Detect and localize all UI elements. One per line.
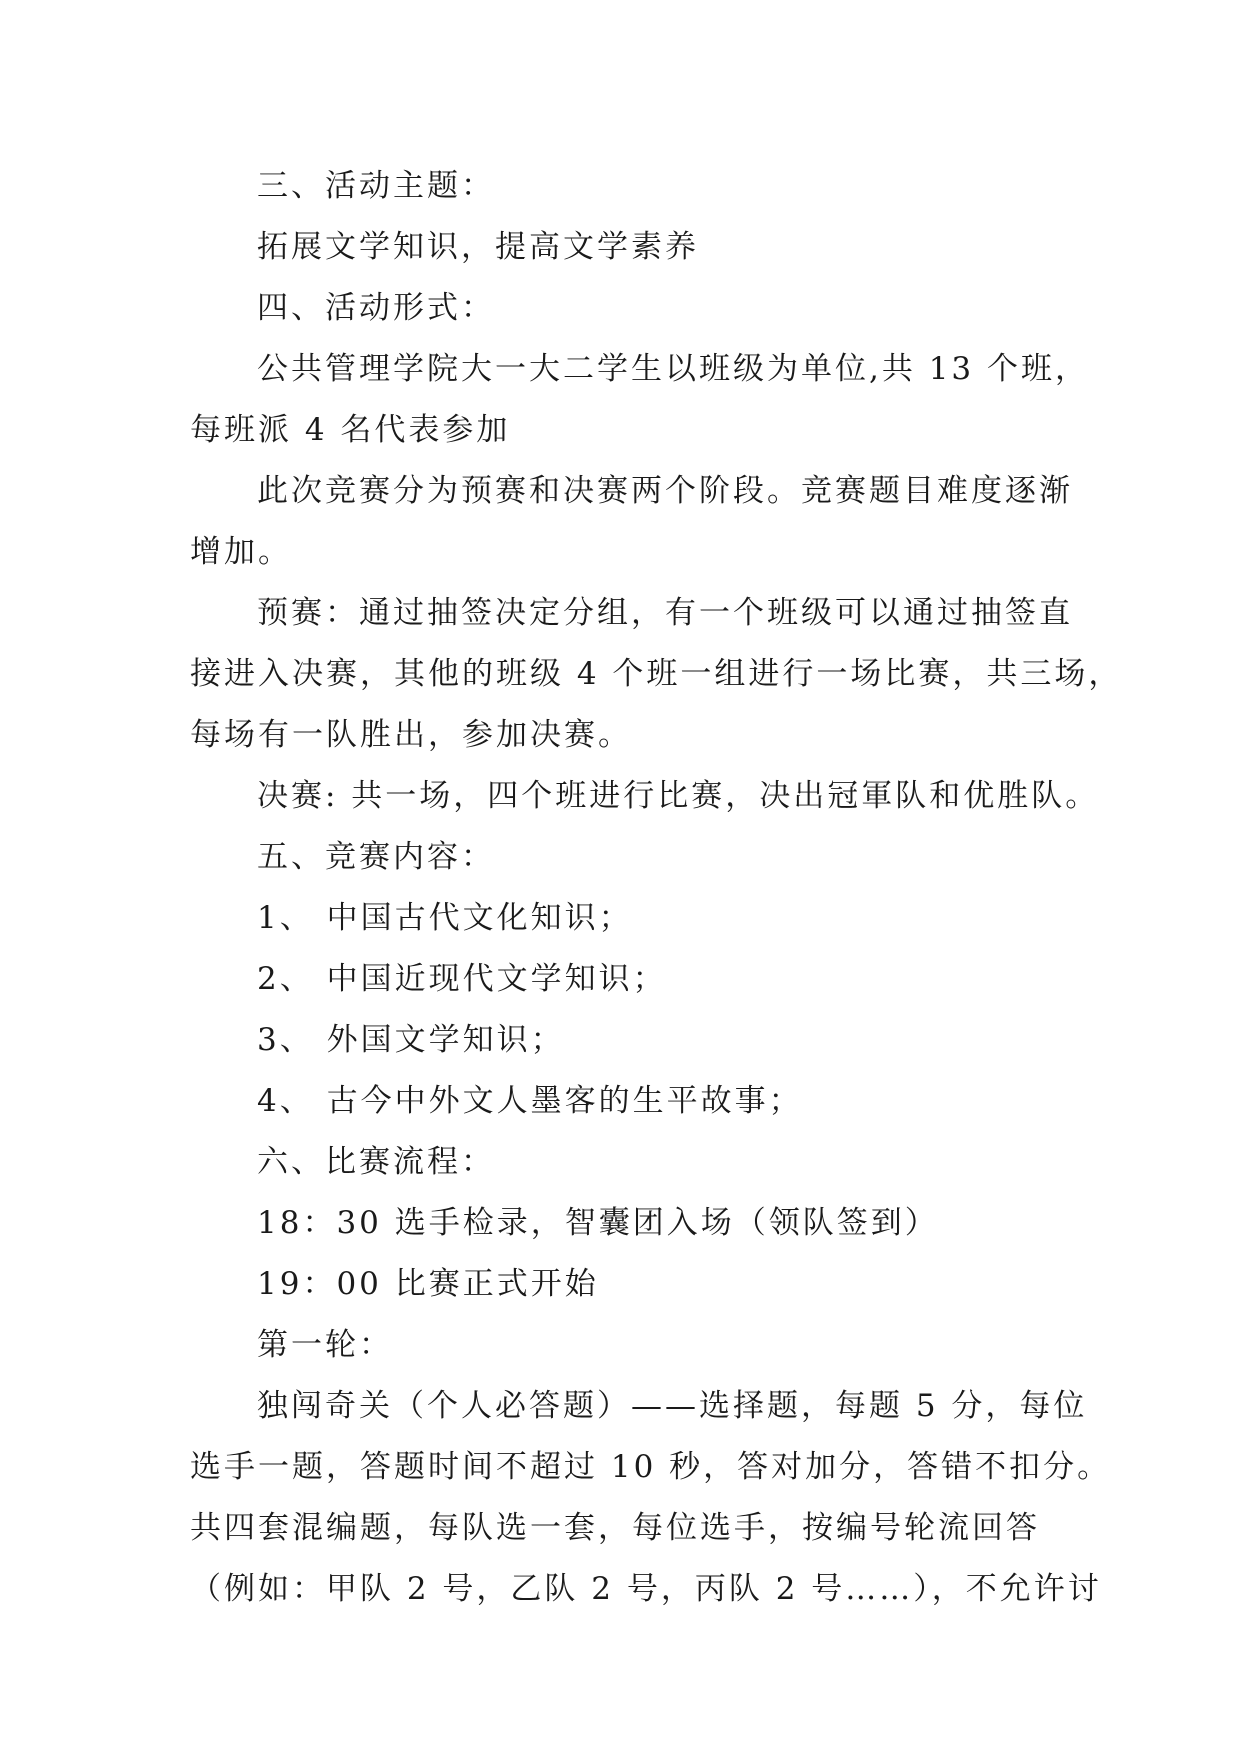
section-heading-content: 五、竞赛内容：	[257, 839, 495, 875]
paragraph-line: 预赛：通过抽签决定分组，有一个班级可以通过抽签直	[257, 595, 1073, 631]
paragraph-line: 决赛: 共一场，四个班进行比赛，决出冠軍队和优胜队。	[257, 778, 1100, 814]
paragraph-line: 公共管理学院大一大二学生以班级为单位,共 13 个班，	[257, 351, 1090, 387]
schedule-item: 18：30 选手检录，智囊团入场（领队签到）	[257, 1205, 939, 1241]
paragraph-line: （例如：甲队 2 号，乙队 2 号，丙队 2 号……），不允许讨	[190, 1571, 1102, 1607]
paragraph-line: 每场有一队胜出，参加决赛。	[190, 717, 632, 753]
paragraph-line: 接进入决赛，其他的班级 4 个班一组进行一场比赛，共三场，	[190, 656, 1123, 692]
paragraph-line: 每班派 4 名代表参加	[190, 412, 511, 448]
list-item: 1、 中国古代文化知识；	[257, 900, 633, 936]
paragraph-line: 拓展文学知识，提高文学素养	[257, 229, 699, 265]
paragraph-line: 共四套混编题，每队选一套，每位选手，按编号轮流回答	[190, 1510, 1040, 1546]
paragraph-line: 选手一题，答题时间不超过 10 秒，答对加分，答错不扣分。	[190, 1449, 1112, 1485]
paragraph-line: 此次竞赛分为预赛和决赛两个阶段。竞赛题目难度逐渐	[257, 473, 1073, 509]
list-item: 2、 中国近现代文学知识；	[257, 961, 667, 997]
schedule-item: 19：00 比赛正式开始	[257, 1266, 599, 1302]
list-item: 4、 古今中外文人墨客的生平故事；	[257, 1083, 803, 1119]
list-item: 3、 外国文学知识；	[257, 1022, 565, 1058]
section-heading-theme: 三、活动主题：	[257, 168, 495, 204]
paragraph-line: 独闯奇关（个人必答题）——选择题，每题 5 分，每位	[257, 1388, 1088, 1424]
section-heading-process: 六、比赛流程：	[257, 1144, 495, 1180]
round-heading: 第一轮：	[257, 1327, 393, 1363]
paragraph-line: 增加。	[190, 534, 292, 570]
section-heading-format: 四、活动形式：	[257, 290, 495, 326]
